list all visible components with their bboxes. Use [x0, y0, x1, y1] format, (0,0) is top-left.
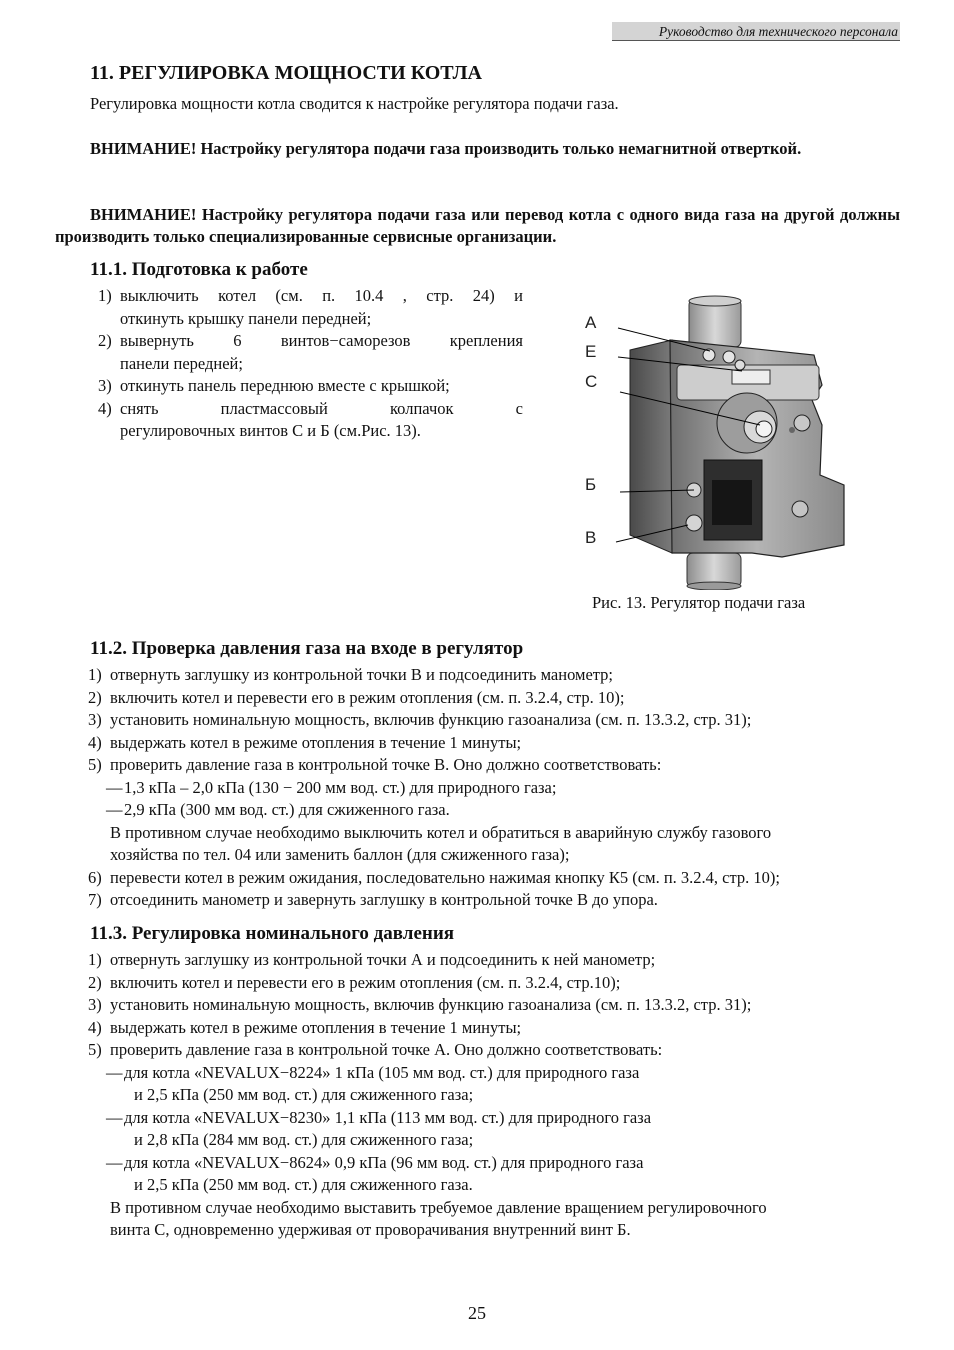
list-item: 4) снять пластмассовый колпачок с регулировочных винтов С и Б (см.Рис. 13). [98, 398, 523, 440]
list-item: 7) отсоединить манометр и завернуть заглушку в контрольной точке В до упора. [88, 890, 658, 909]
note-line: В противном случае необходимо выключить котел и обратиться в аварийную службу газового [110, 822, 772, 842]
list-item: 2) вывернуть 6 винтов−саморезов крепления панели передней; [98, 331, 523, 373]
list-item: 1) выключить котел (см. п. 10.4 , стр. 24) и откинуть крышку панели передней; [98, 286, 523, 328]
pressure-range-item: — 2,9 кПа (300 мм вод. ст.) для сжиженного газа. [106, 800, 450, 819]
label-v: В [585, 528, 597, 547]
warning-2: ВНИМАНИЕ! Настройку регулятора подачи газа или перевод котла с одного вида газа на другой должны производить только специализированные сервисные организации. [55, 205, 900, 246]
label-c: С [585, 372, 598, 391]
list-item: 4) выдержать котел в режиме отопления в течение 1 минуты; [88, 1017, 522, 1037]
note-line: винта С, одновременно удерживая от проворачивания внутренний винт Б. [110, 1220, 631, 1239]
list-item: 5) проверить давление газа в контрольной точке А. Оно должно соответствовать: [88, 1040, 663, 1059]
list-item: 2) включить котел и перевести его в режим отопления (см. п. 3.2.4, стр.10); [88, 972, 621, 992]
list-item: 1) отвернуть заглушку из контрольной точки А и подсоединить к ней манометр; [88, 950, 656, 969]
warning-1: ВНИМАНИЕ! Настройку регулятора подачи газа производить только немагнитной отверткой. [90, 139, 802, 158]
page-number: 25 [468, 1303, 486, 1323]
list-item: 6) перевести котел в режим ожидания, последовательно нажимая кнопку К5 (см. п. 3.2.4, стр. 10); [88, 867, 780, 887]
note-line: хозяйства по тел. 04 или заменить баллон (для сжиженного газа); [110, 845, 570, 864]
list-item: 3) откинуть панель переднюю вместе с крышкой; [98, 376, 450, 395]
pressure-check-list [88, 664, 913, 912]
section-title: 11. РЕГУЛИРОВКА МОЩНОСТИ КОТЛА [90, 62, 482, 84]
note-line: В противном случае необходимо выставить требуемое давление вращением регулировочного [110, 1197, 767, 1217]
boiler-pressure-item: — для котла «NEVALUX−8624» 0,9 кПа (96 мм вод. ст.) для природного газа и 2,5 кПа (250 мм вод. ст.) для сжиженного газа. [106, 1152, 644, 1194]
list-item: 5) проверить давление газа в контрольной точке В. Оно должно соответствовать: [88, 755, 662, 774]
label-e: Е [585, 342, 597, 361]
gas-regulator-figure [582, 295, 872, 590]
figure-caption: Рис. 13. Регулятор подачи газа [592, 593, 806, 612]
prep-list [98, 285, 523, 443]
boiler-pressure-item: — для котла «NEVALUX−8224» 1 кПа (105 мм вод. ст.) для природного газа и 2,5 кПа (250 мм вод. ст.) для сжиженного газа; [106, 1062, 640, 1104]
nominal-pressure-list [88, 949, 913, 1242]
pressure-range-item: — 1,3 кПа – 2,0 кПа (130 − 200 мм вод. ст.) для природного газа; [106, 777, 557, 797]
list-item: 3) установить номинальную мощность, включив функцию газоанализа (см. п. 13.3.2, стр. 31); [88, 710, 752, 729]
label-b: Б [585, 475, 597, 494]
list-item: 4) выдержать котел в режиме отопления в течение 1 минуты; [88, 732, 522, 752]
running-header: Руководство для технического персонала [612, 22, 900, 41]
list-item: 1) отвернуть заглушку из контрольной точки В и подсоединить манометр; [88, 665, 614, 684]
section-intro: Регулировка мощности котла сводится к настройке регулятора подачи газа. [90, 94, 619, 113]
subsection-title-11-1: 11.1. Подготовка к работе [90, 259, 308, 280]
subsection-title-11-2: 11.2. Проверка давления газа на входе в регулятор [90, 638, 524, 659]
subsection-title-11-3: 11.3. Регулировка номинального давления [90, 923, 455, 944]
list-item: 3) установить номинальную мощность, включив функцию газоанализа (см. п. 13.3.2, стр. 31); [88, 995, 752, 1014]
boiler-pressure-item: — для котла «NEVALUX−8230» 1,1 кПа (113 мм вод. ст.) для природного газа и 2,8 кПа (284 мм вод. ст.) для сжиженного газа; [106, 1107, 652, 1149]
list-item: 2) включить котел и перевести его в режим отопления (см. п. 3.2.4, стр. 10); [88, 687, 625, 707]
label-a: А [585, 313, 597, 332]
